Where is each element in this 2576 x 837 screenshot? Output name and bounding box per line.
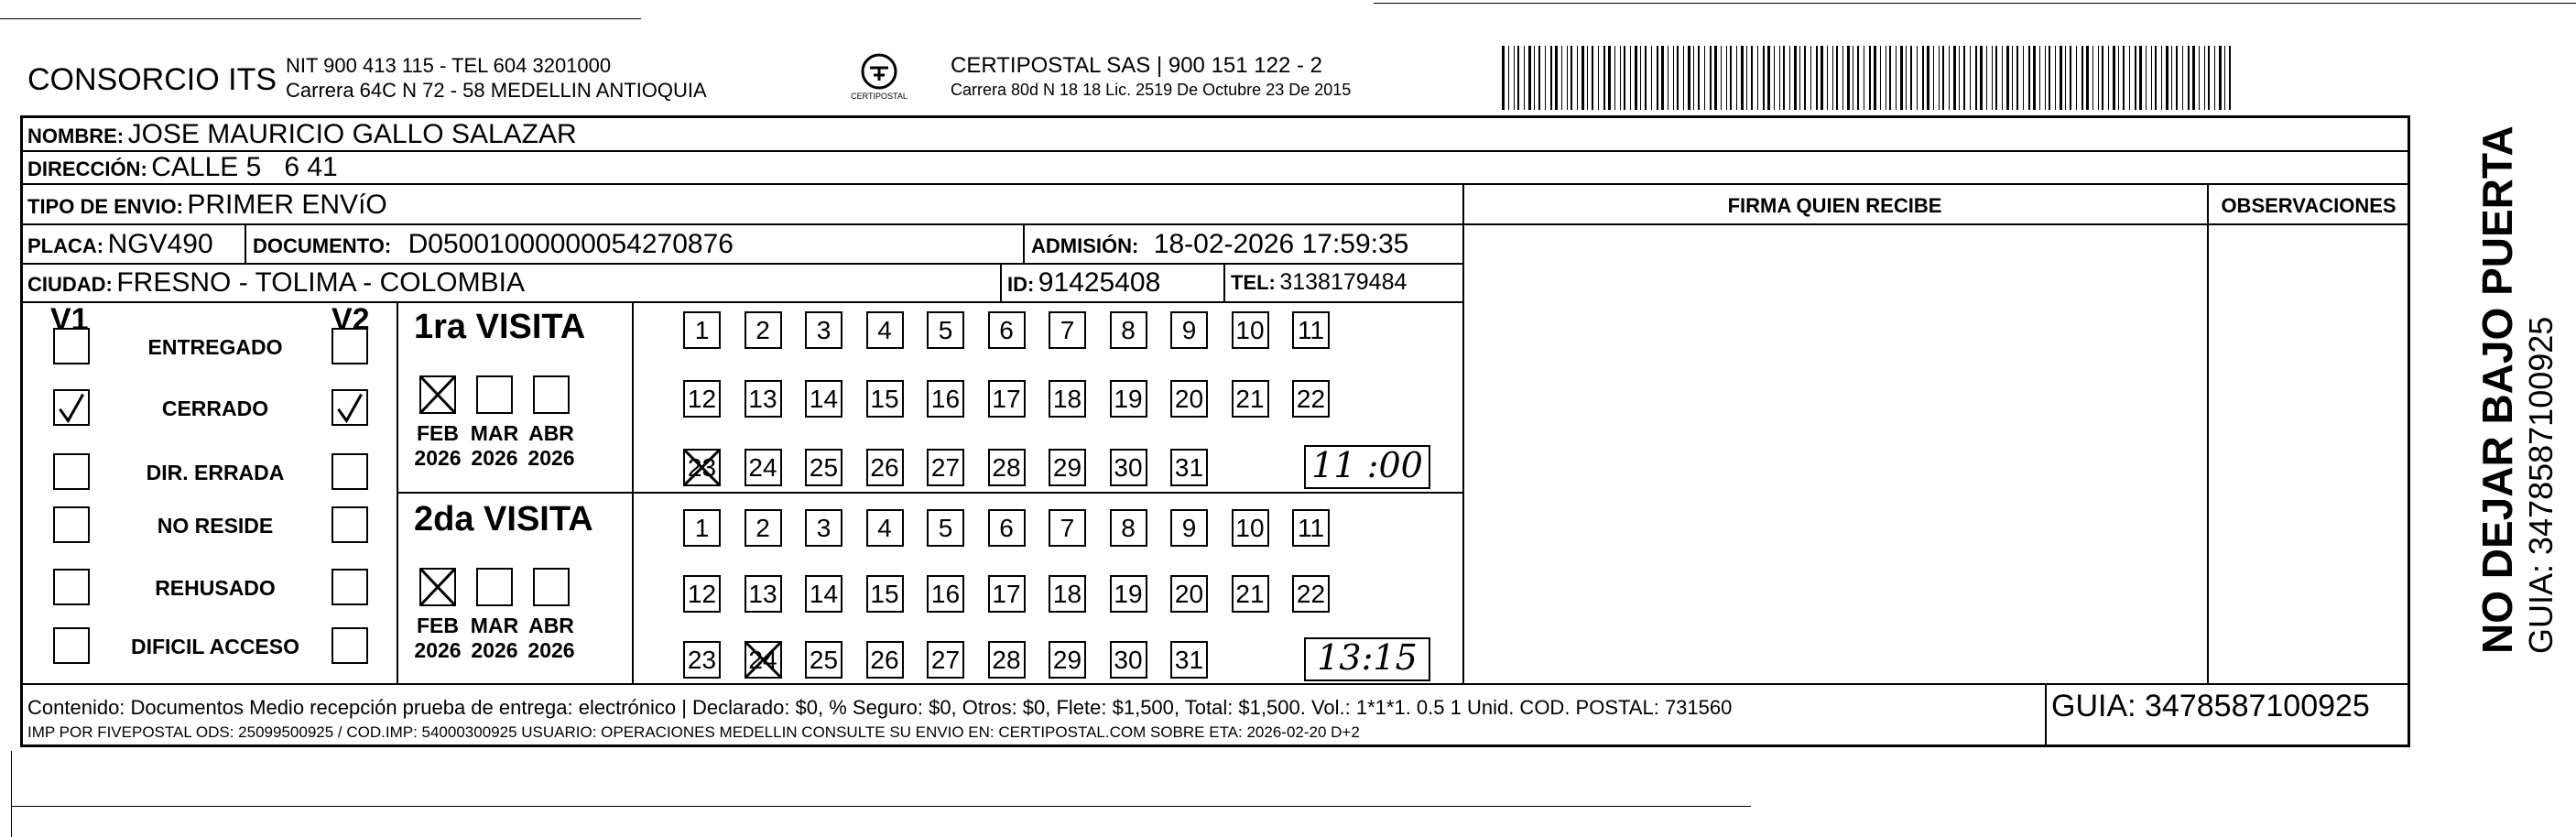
day-box[interactable]: 4 [866,311,904,349]
barcode-bar [2199,46,2200,110]
barcode-bar [1959,46,1960,110]
barcode-bar [1608,46,1611,110]
barcode-bar [1827,46,1828,110]
firma-header: FIRMA QUIEN RECIBE [1727,194,1942,217]
barcode-bar [1614,46,1615,110]
barcode-bar [2113,46,2115,110]
barcode-bar [2166,46,2168,110]
company-nit: NIT 900 413 115 - TEL 604 3201000 [286,54,612,77]
day-box[interactable]: 15 [866,380,904,418]
barcode-bar [2118,46,2119,110]
barcode-bar [1821,46,1823,110]
barcode-bar [2182,46,2183,110]
day-box[interactable]: 14 [805,380,842,418]
check-mark-icon [55,391,88,424]
barcode-bar [2204,46,2205,110]
month-label [406,614,470,663]
month-name: FEB [417,614,459,637]
month-label [462,614,527,663]
day-box[interactable]: 5 [927,311,964,349]
barcode-bar [2081,46,2083,110]
barcode-bar [2023,46,2024,110]
placa-label: PLACA: [27,234,104,257]
status-label: REHUSADO [155,576,276,600]
day-box[interactable]: 31 [1170,641,1208,679]
barcode-bar [2151,46,2152,110]
barcode-bar [2006,46,2009,110]
barcode-bar [1953,46,1956,110]
barcode-bar [1900,46,1903,110]
day-box[interactable]: 23 [683,641,721,679]
barcode-bar [1677,46,1679,110]
day-box[interactable]: 17 [988,380,1026,418]
barcode-bar [2070,46,2071,110]
barcode-bar [1741,46,1744,110]
day-box[interactable]: 21 [1232,380,1269,418]
status-v1-checkbox[interactable] [53,453,90,490]
barcode-bar [1810,46,1811,110]
barcode-bar [1757,46,1758,110]
day-box[interactable]: 11 [1292,311,1330,349]
barcode-bar [2108,46,2109,110]
barcode-bar [1889,46,1891,110]
barcode-bar [1922,46,1924,110]
day-box[interactable]: 14 [805,575,842,613]
barcode [1502,46,2234,110]
day-box[interactable]: 1 [683,509,721,547]
status-label: NO RESIDE [157,514,274,538]
barcode-bar [1624,46,1625,110]
barcode-bar [1635,46,1637,110]
nombre-value: JOSE MAURICIO GALLO SALAZAR [127,119,577,149]
barcode-bar [2098,46,2099,110]
barcode-bar [1698,46,1700,110]
barcode-bar [1832,46,1833,110]
barcode-bar [2049,46,2050,110]
status-v1-checkbox[interactable] [53,627,90,664]
month-year: 2026 [527,638,575,662]
barcode-bar [1630,46,1631,110]
day-box[interactable]: 10 [1232,311,1269,349]
barcode-bar [2060,46,2062,110]
tipo-envio-row [27,190,387,221]
month-label [519,421,583,471]
day-box[interactable]: 9 [1170,509,1208,547]
day-box[interactable]: 4 [866,509,904,547]
month-label [519,614,583,663]
day-box[interactable]: 2 [745,509,782,547]
barcode-bar [1538,46,1540,110]
status-label: ENTREGADO [147,335,283,359]
day-box[interactable]: 20 [1170,575,1208,613]
month-checkbox[interactable] [533,568,570,606]
barcode-bar [1721,46,1722,110]
barcode-bar [2033,46,2036,110]
day-box[interactable]: 8 [1110,509,1147,547]
barcode-bar [1816,46,1818,110]
barcode-bar [1847,46,1850,110]
day-box[interactable]: 28 [988,641,1026,679]
barcode-bar [2055,46,2056,110]
status-v1-checkbox[interactable] [53,328,90,364]
day-box[interactable]: 13 [745,575,782,613]
barcode-bar [1555,46,1558,110]
day-box[interactable]: 16 [927,575,964,613]
barcode-bar [1587,46,1588,110]
barcode-bar [2176,46,2178,110]
company-address: Carrera 64C N 72 - 58 MEDELLIN ANTIOQUIA [286,79,707,102]
admision-cell [1031,229,1408,260]
barcode-bar [2171,46,2172,110]
logo-caption: CERTIPOSTAL [851,92,908,101]
barcode-bar [1571,46,1572,110]
day-box[interactable]: 26 [866,449,904,486]
direccion-label: DIRECCIÓN: [27,158,147,180]
barcode-bar [2002,46,2003,110]
barcode-bar [1710,46,1712,110]
day-box[interactable]: 18 [1049,575,1086,613]
barcode-bar [1561,46,1562,110]
barcode-bar [1693,46,1694,110]
day-box[interactable]: 9 [1170,311,1208,349]
barcode-bar [1767,46,1770,110]
barcode-bar [2224,46,2225,110]
day-box[interactable]: 6 [988,509,1026,547]
barcode-bar [1896,46,1897,110]
day-box[interactable]: 3 [805,311,842,349]
certipostal-address: Carrera 80d N 18 18 Lic. 2519 De Octubre 23 De 2015 [951,81,1352,99]
barcode-bar [1970,46,1971,110]
footer-content-line: Contenido: Documentos Medio recepción prueba de entrega: electrónico | Declarado: $0, % Seguro: $0, Otros: $0, Flete: $1,500, Total: $1,500. Vol.: 1*1*1. 0.5 1 Unid. COD. POSTAL: 731560 [27,696,1733,719]
tel-cell [1231,269,1407,296]
barcode-bar [1906,46,1907,110]
month-year: 2026 [527,446,575,470]
documento-value: D05001000000054270876 [408,229,734,259]
barcode-bar [1640,46,1641,110]
barcode-bar [1799,46,1800,110]
placa-cell [27,229,213,260]
status-label: DIR. ERRADA [146,461,285,484]
placa-value: NGV490 [107,229,213,259]
side-notice [2473,125,2560,654]
status-label: CERRADO [161,397,269,420]
barcode-bar [2045,46,2046,110]
barcode-bar [2092,46,2093,110]
visit-title: 1ra VISITA [414,308,586,346]
barcode-bar [1783,46,1785,110]
barcode-bar [1592,46,1593,110]
handwritten-time: 11 :00 [1304,445,1430,489]
day-box[interactable]: 12 [683,380,721,418]
company-info [286,53,707,103]
day-box[interactable]: 20 [1170,380,1208,418]
barcode-bar [2129,46,2130,110]
barcode-bar [2028,46,2030,110]
barcode-bar [2102,46,2103,110]
certipostal-info [951,53,1351,103]
visit-title: 2da VISITA [414,500,593,538]
day-box[interactable]: 7 [1049,509,1086,547]
day-box[interactable]: 6 [988,311,1026,349]
barcode-bar [1736,46,1737,110]
barcode-bar [2016,46,2018,110]
barcode-bar [1874,46,1876,110]
barcode-bar [1730,46,1732,110]
barcode-bar [1980,46,1983,110]
side-guia: GUIA: 3478587100925 [2522,316,2560,654]
day-box[interactable]: 12 [683,575,721,613]
month-checkbox[interactable] [533,375,570,414]
barcode-bar [1502,46,1505,110]
status-v2-checkbox[interactable] [332,328,368,364]
barcode-bar [1517,46,1519,110]
barcode-bar [1620,46,1621,110]
day-box[interactable]: 19 [1110,575,1147,613]
day-box[interactable]: 13 [745,380,782,418]
cross-mark-icon [419,568,456,606]
barcode-bar [1779,46,1780,110]
admision-value: 18-02-2026 17:59:35 [1153,229,1409,259]
day-box[interactable]: 21 [1232,575,1269,613]
status-v2-checkbox[interactable] [332,569,368,605]
day-box[interactable]: 30 [1110,449,1147,486]
certipostal-nit: CERTIPOSTAL SAS | 900 151 122 - 2 [951,53,1322,78]
day-box[interactable]: 5 [927,509,964,547]
barcode-bar [1714,46,1717,110]
cross-mark-icon [745,641,782,679]
day-box[interactable]: 1 [683,311,721,349]
barcode-bar [1933,46,1934,110]
barcode-bar [1508,46,1509,110]
tipo-envio-value: PRIMER ENVíO [187,190,387,220]
barcode-bar [2123,46,2125,110]
barcode-bar [2219,46,2222,110]
side-warning: NO DEJAR BAJO PUERTA [2473,125,2521,654]
ciudad-value: FRESNO - TOLIMA - COLOMBIA [116,267,525,298]
cross-mark-icon [683,449,721,486]
barcode-bar [2161,46,2162,110]
barcode-bar [1683,46,1684,110]
guia-number: GUIA: 3478587100925 [2051,689,2370,723]
barcode-bar [1514,46,1515,110]
barcode-bar [1581,46,1584,110]
month-year: 2026 [471,638,518,662]
barcode-bar [2214,46,2215,110]
barcode-bar [1927,46,1929,110]
day-box[interactable]: 8 [1110,311,1147,349]
barcode-bar [2139,46,2142,110]
day-box[interactable]: 3 [805,509,842,547]
day-box[interactable]: 7 [1049,311,1086,349]
barcode-bar [1603,46,1605,110]
barcode-bar [2076,46,2077,110]
day-box[interactable]: 30 [1110,641,1147,679]
barcode-bar [1524,46,1525,110]
v2-header: V2 [332,302,370,337]
barcode-bar [1577,46,1578,110]
documento-label: DOCUMENTO: [253,234,392,257]
barcode-bar [1910,46,1912,110]
direccion-row [27,152,338,183]
month-year: 2026 [414,638,462,662]
status-v2-checkbox[interactable] [332,506,368,543]
day-box[interactable]: 28 [988,449,1026,486]
barcode-bar [1598,46,1599,110]
barcode-bar [1857,46,1859,110]
day-box[interactable]: 27 [927,449,964,486]
month-year: 2026 [414,446,462,470]
day-box[interactable]: 11 [1292,509,1330,547]
barcode-bar [2039,46,2040,110]
day-box[interactable]: 22 [1292,380,1330,418]
month-name: FEB [417,421,459,445]
barcode-bar [2065,46,2066,110]
id-label: ID: [1007,273,1035,296]
barcode-bar [1534,46,1535,110]
barcode-bar [1789,46,1790,110]
nombre-label: NOMBRE: [27,125,125,147]
status-v2-checkbox[interactable] [332,453,368,490]
barcode-bar [1567,46,1568,110]
barcode-bar [1673,46,1674,110]
day-box[interactable]: 27 [927,641,964,679]
day-box[interactable]: 31 [1170,449,1208,486]
barcode-bar [1869,46,1871,110]
month-label [462,421,527,471]
check-mark-icon [333,391,366,424]
month-year: 2026 [471,446,518,470]
barcode-bar [1661,46,1664,110]
barcode-bar [2229,46,2231,110]
ciudad-cell [27,267,525,299]
month-name: MAR [470,614,519,637]
day-box[interactable]: 22 [1292,575,1330,613]
barcode-bar [1545,46,1546,110]
barcode-bar [1880,46,1881,110]
barcode-bar [2155,46,2157,110]
day-box[interactable]: 26 [866,641,904,679]
id-cell [1007,267,1160,299]
tel-label: TEL: [1231,271,1276,294]
barcode-bar [2188,46,2190,110]
barcode-bar [1746,46,1747,110]
barcode-bar [1836,46,1838,110]
barcode-bar [1528,46,1531,110]
month-checkbox[interactable] [476,375,513,414]
tipo-envio-label: TIPO DE ENVIO: [27,195,183,218]
barcode-bar [1763,46,1765,110]
barcode-bar [1794,46,1797,110]
barcode-bar [1726,46,1727,110]
month-checkbox[interactable] [476,568,513,606]
barcode-bar [2086,46,2089,110]
day-box[interactable]: 25 [805,641,842,679]
barcode-bar [2146,46,2147,110]
footer-print-line: IMP POR FIVEPOSTAL ODS: 25099500925 / COD.IMP: 54000300925 USUARIO: OPERACIONES MEDELLIN CONSULTE SU ENVIO EN: CERTIPOSTAL.COM SOBRE ETA: 2026-02-20 D+2 [27,723,1360,741]
barcode-bar [1645,46,1647,110]
month-name: ABR [528,421,574,445]
barcode-bar [1995,46,1997,110]
direccion-value: CALLE 5 6 41 [151,152,338,182]
tel-value: 3138179484 [1279,269,1408,295]
observaciones-header: OBSERVACIONES [2221,194,2397,217]
day-box[interactable]: 25 [805,449,842,486]
barcode-bar [1986,46,1987,110]
day-box[interactable]: 2 [745,311,782,349]
admision-label: ADMISIÓN: [1031,234,1139,257]
barcode-bar [2012,46,2013,110]
day-box[interactable]: 24 [745,641,782,679]
day-box[interactable]: 18 [1049,380,1086,418]
day-box[interactable]: 19 [1110,380,1147,418]
barcode-bar [2135,46,2136,110]
day-box[interactable]: 24 [745,449,782,486]
barcode-bar [1688,46,1690,110]
barcode-bar [1942,46,1944,110]
barcode-bar [1651,46,1652,110]
barcode-bar [1963,46,1965,110]
documento-cell [253,229,734,260]
company-name: CONSORCIO ITS [27,62,277,97]
status-v2-checkbox[interactable] [332,627,368,664]
day-box[interactable]: 17 [988,575,1026,613]
handwritten-time: 13:15 [1304,637,1430,681]
cross-mark-icon [419,375,456,414]
barcode-bar [2208,46,2210,110]
v1-header: V1 [50,302,89,337]
barcode-bar [1992,46,1993,110]
barcode-bar [1949,46,1950,110]
barcode-bar [1751,46,1753,110]
month-name: ABR [528,614,574,637]
day-box[interactable]: 29 [1049,641,1086,679]
day-box[interactable]: 15 [866,575,904,613]
day-box[interactable]: 16 [927,380,964,418]
month-name: MAR [470,421,519,445]
status-v1-checkbox[interactable] [53,569,90,605]
barcode-bar [1804,46,1806,110]
nombre-row [27,119,577,150]
id-value: 91425408 [1038,267,1161,298]
barcode-bar [1939,46,1940,110]
day-box[interactable]: 10 [1232,509,1269,547]
status-v1-checkbox[interactable] [53,506,90,543]
barcode-bar [1704,46,1705,110]
barcode-bar [1917,46,1918,110]
barcode-bar [1550,46,1552,110]
ciudad-label: CIUDAD: [27,273,113,296]
barcode-bar [1975,46,1977,110]
barcode-bar [1842,46,1843,110]
barcode-bar [1657,46,1658,110]
barcode-bar [2192,46,2195,110]
barcode-bar [1774,46,1775,110]
day-box[interactable]: 23 [683,449,721,486]
status-label: DIFICIL ACCESO [130,635,299,658]
day-box[interactable]: 29 [1049,449,1086,486]
month-label [406,421,470,471]
